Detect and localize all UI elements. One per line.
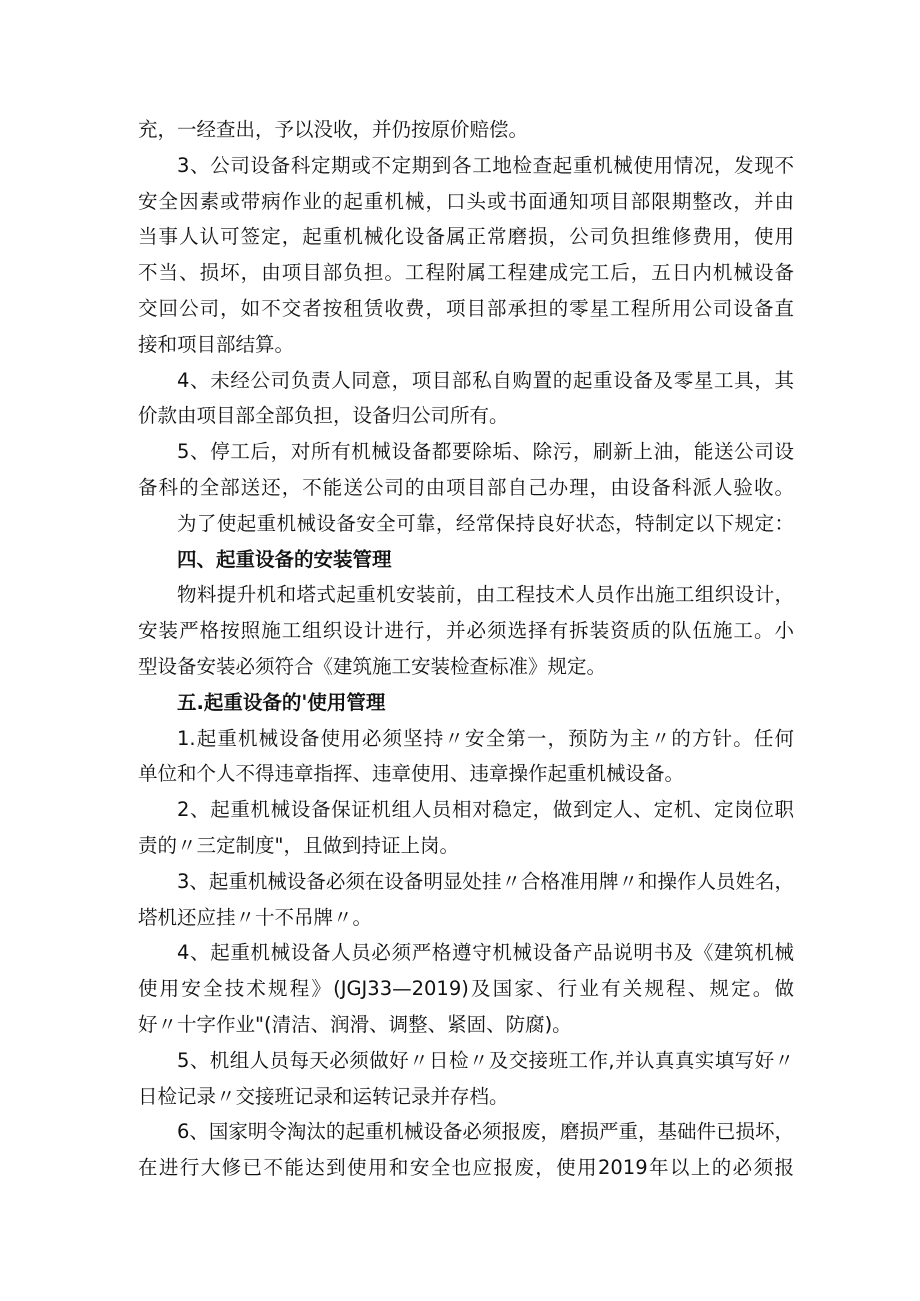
text-line: 责的〃三定制度"，且做到持证上岗。 [138,833,459,857]
text-line: 充，一经查出，予以没收，并仍按原价赔偿。 [138,118,529,141]
text-line: 4、起重机械设备人员必须严格遵守机械设备产品说明书及《建筑机械 [177,941,794,965]
document-body [138,112,794,1186]
text-line: 2、起重机械设备保证机组人员相对稳定，做到定人、定机、定岗位职 [177,798,794,822]
text-line: 不当、损坏，由项目部负担。工程附属工程建成完工后，五日内机械设备 [138,261,794,285]
text-line: 好〃十字作业"(清洁、润滑、调整、紧固、防腐)。 [138,1012,572,1036]
text-line: 5、机组人员每天必须做好〃日检〃及交接班工作,并认真真实填写好〃 [177,1048,794,1072]
text-line: 价款由项目部全部负担，设备归公司所有。 [138,404,509,428]
text-line: 交回公司，如不交者按租赁收费，项目部承担的零星工程所用公司设备直 [138,296,794,320]
text-line: 安装严格按照施工组织设计进行，并必须选择有拆装资质的队伍施工。小 [138,619,794,643]
text-line: 在进行大修已不能达到使用和安全也应报废，使用2019年以上的必须报 [138,1156,794,1180]
section-heading: 五.起重设备的'使用管理 [177,690,386,714]
text-line: 使用安全技术规程》(JGJ33—2019)及国家、行业有关规程、规定。做 [138,977,794,1001]
text-line: 1.起重机械设备使用必须坚持〃安全第一，预防为主〃的方针。任何 [177,726,794,750]
text-line: 安全因素或带病作业的起重机械，口头或书面通知项目部限期整改，并由 [138,189,794,213]
text-line: 3、公司设备科定期或不定期到各工地检查起重机械使用情况，发现不 [177,153,794,177]
section-heading: 四、起重设备的安装管理 [177,547,392,571]
text-line: 当事人认可签定，起重机械化设备属正常磨损，公司负担维修费用，使用 [138,225,794,249]
text-line: 备科的全部送还，不能送公司的由项目部自己办理，由设备科派人验收。 [138,475,794,499]
text-line: 6、国家明令淘汰的起重机械设备必须报废，磨损严重，基础件已损坏， [177,1120,794,1144]
text-line: 5、停工后，对所有机械设备都要除垢、除污，刷新上油，能送公司设 [177,440,794,464]
text-line: 日检记录〃交接班记录和运转记录并存档。 [138,1084,509,1108]
text-line: 物料提升机和塔式起重机安装前，由工程技术人员作出施工组织设计， [177,583,794,607]
text-line: 塔机还应挂〃十不吊牌〃。 [138,905,373,929]
text-line: 单位和个人不得违章指挥、违章使用、违章操作起重机械设备。 [138,762,685,786]
text-line: 3、起重机械设备必须在设备明显处挂〃合格准用牌〃和操作人员姓名， [177,869,794,893]
text-line: 4、未经公司负责人同意，项目部私自购置的起重设备及零星工具，其 [177,368,794,392]
text-line: 为了使起重机械设备安全可靠，经常保持良好状态，特制定以下规定： [177,511,794,535]
text-line: 型设备安装必须符合《建筑施工安装检查标准》规定。 [138,654,607,678]
text-line: 接和项目部结算。 [138,332,295,356]
